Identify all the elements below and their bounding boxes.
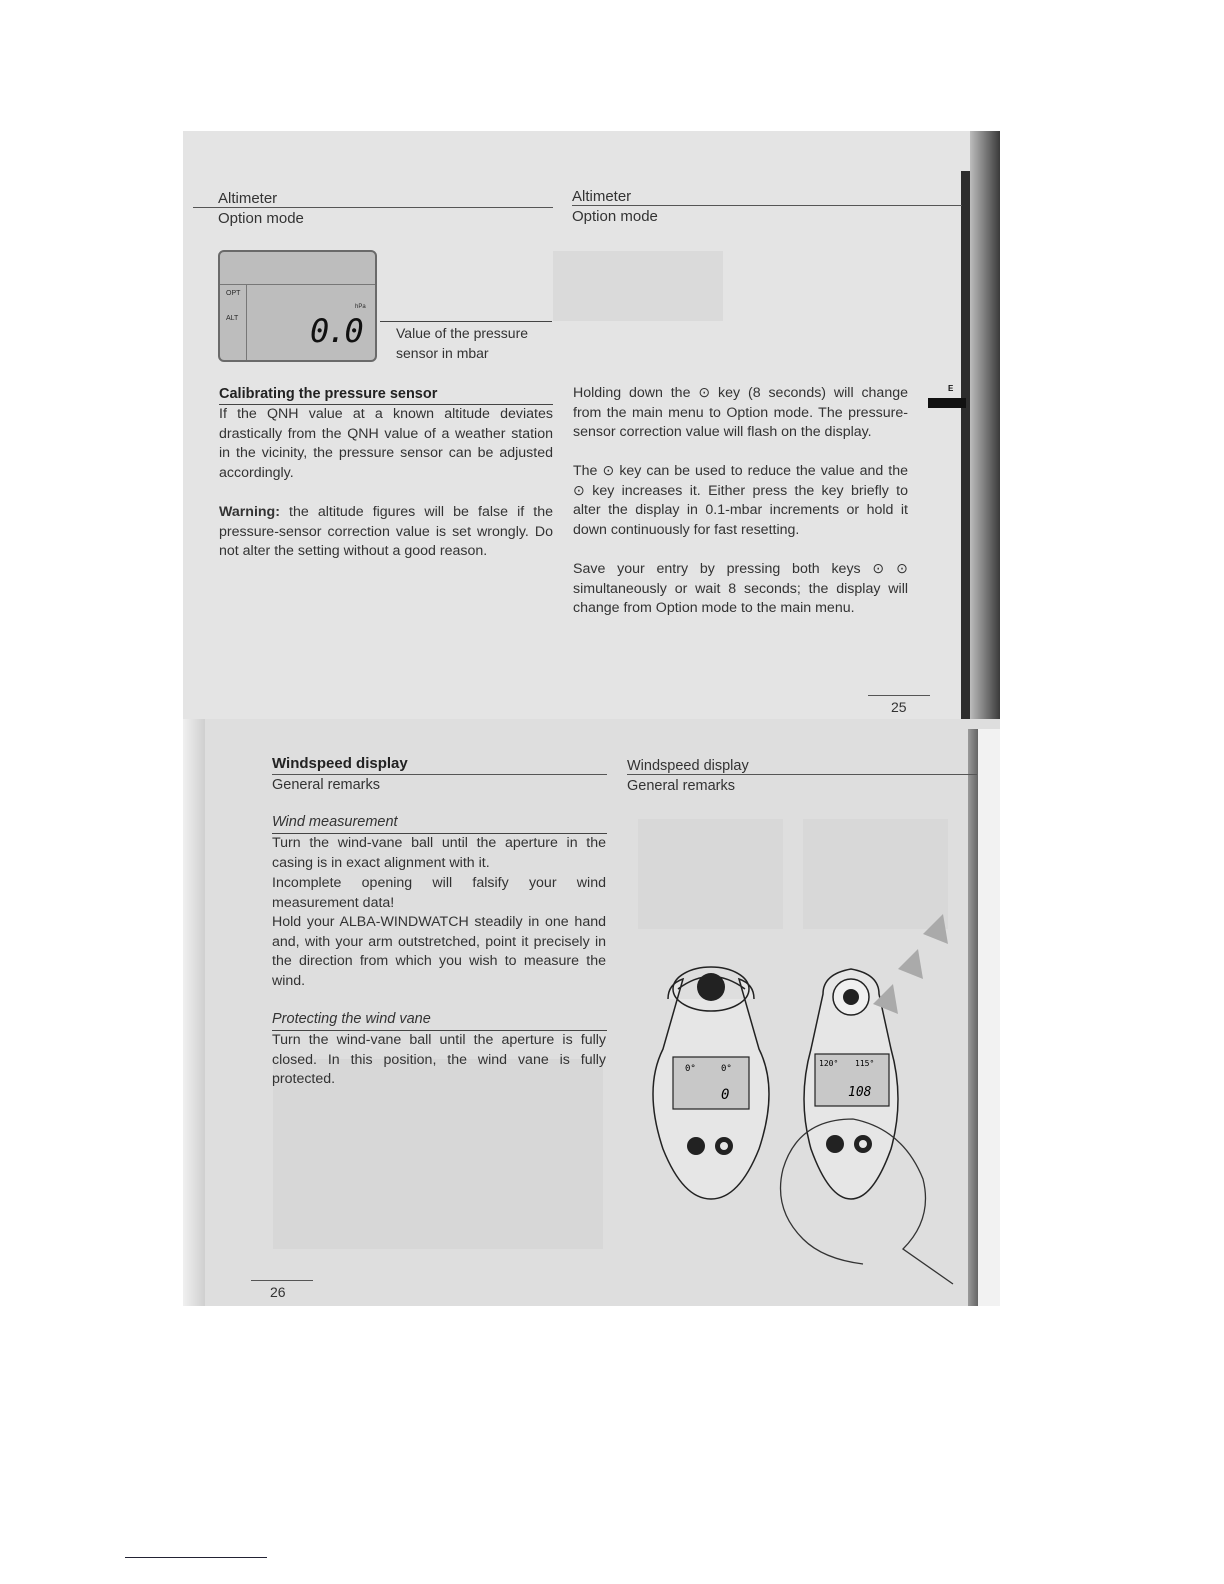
device-left-reading-tl: 0° [685,1064,696,1074]
wind-measurement-heading: Wind measurement [272,814,398,830]
warning-text: the altitude figures will be false if the pressure-sensor correction value is set wrongly. Do not alter the setting without a good reason. [219,504,553,560]
option-mode-paragraph-2: The ⊙ key can be used to reduce the value and the ⊙ key increases it. Either press the key briefly to alter the display in 0.1-mbar increments or hold it down continuously for fast resetting. [573,463,908,538]
section-title: Windspeed display [272,755,408,772]
option-mode-paragraph-3: Save your entry by pressing both keys ⊙ ⊙ simultaneously or wait 8 seconds; the display will change from Option mode to the main menu. [573,561,908,617]
language-tab-mark [928,398,966,408]
footer-rule [125,1557,267,1558]
option-mode-paragraph-1: Holding down the ⊙ key (8 seconds) will change from the main menu to Option mode. The pressure-sensor correction value will flash on the display. [573,385,908,441]
lcd-opt-label: OPT [226,290,241,297]
scanned-manual-spread [183,131,1000,1306]
next-page-sliver [978,729,1000,1306]
windwatch-illustration [623,819,968,1289]
wind-measurement-paragraph-2: Incomplete opening will falsify your wind measurement data! [272,875,606,911]
manual-page-26 [183,719,1000,1306]
warning-label: Warning: [219,504,280,520]
device-left-reading-main: 0 [721,1087,730,1103]
lcd-callout: Value of the pressure sensor in mbar [396,325,529,361]
lcd-value: 0.0 [310,312,362,350]
page-number: 26 [270,1284,286,1300]
header-rule [193,207,553,208]
page-number-rule [868,695,930,696]
protecting-vane-paragraph: Turn the wind-vane ball until the aperture is fully closed. In this position, the wind vane is fully protected. [272,1032,606,1088]
lcd-unit: hPa [355,304,366,310]
language-tab-letter: E [948,384,954,393]
device-right-reading-main: 108 [848,1085,872,1100]
subsection-title: Option mode [572,208,658,225]
page-shadow [970,131,1000,719]
lcd-display [218,250,377,362]
header-rule [627,774,977,775]
page-number-rule [251,1280,313,1281]
windwatch-device-left [653,967,769,1199]
calibrating-heading: Calibrating the pressure sensor [219,386,438,402]
device-left-reading-tr: 0° [721,1064,732,1074]
section-title: Windspeed display [627,758,749,774]
device-right-reading-tl: 120° [819,1059,839,1068]
wind-arrow-icon [898,949,923,979]
lcd-alt-label: ALT [226,315,239,322]
section-title: Altimeter [572,188,632,205]
page-left-edge [183,719,205,1306]
protecting-vane-heading: Protecting the wind vane [272,1011,431,1027]
wind-measurement-paragraph-1: Turn the wind-vane ball until the aperture in the casing is in exact alignment with it. [272,835,606,871]
bleed-through [553,251,723,321]
subsection-title: Option mode [218,210,304,227]
manual-page-25 [183,131,1000,719]
wind-measurement-paragraph-3: Hold your ALBA-WINDWATCH steadily in one hand and, with your arm outstretched, point it precisely in the direction from which you wish to measure the wind. [272,914,606,989]
calibrating-paragraph: If the QNH value at a known altitude deviates drastically from the QNH value of a weather station in the vicinity, the pressure sensor can be adjusted accordingly. [219,406,553,481]
header-rule [572,205,962,206]
page-number: 25 [891,699,907,715]
subsection-title: General remarks [272,777,380,793]
section-title: Altimeter [218,190,278,207]
callout-line [380,321,552,322]
subsection-title: General remarks [627,778,735,794]
device-right-reading-tr: 115° [855,1059,875,1068]
warning-paragraph [219,503,553,562]
